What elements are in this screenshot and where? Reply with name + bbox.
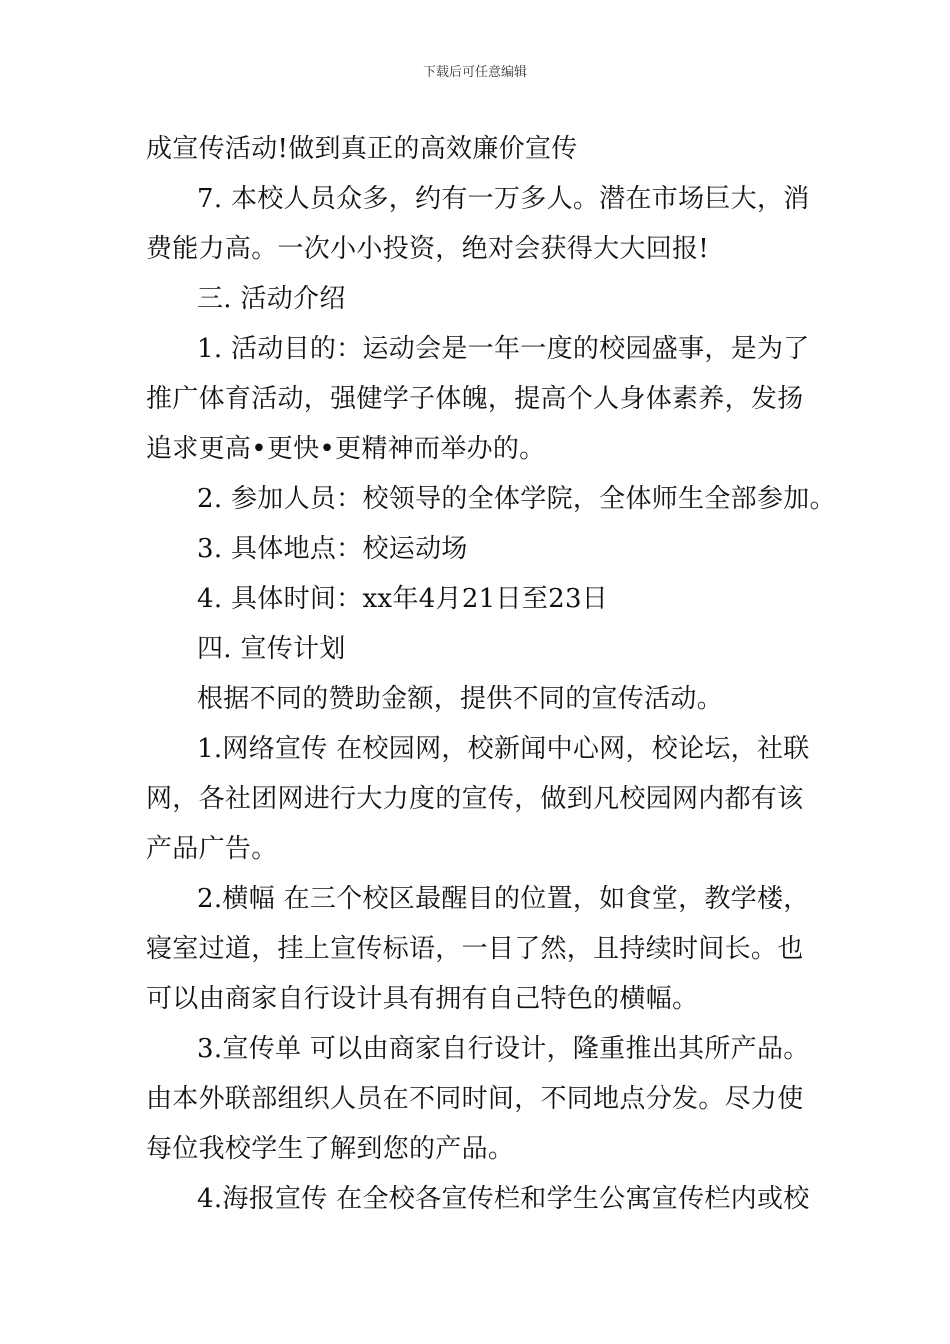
body-line: 产品广告。 — [146, 834, 278, 864]
body-line: 由本外联部组织人员在不同时间，不同地点分发。尽力使 — [146, 1084, 804, 1114]
body-line: 成宣传活动!做到真正的高效廉价宣传 — [146, 134, 578, 164]
body-line: 费能力高。一次小小投资，绝对会获得大大回报! — [146, 234, 710, 264]
body-line: 2.横幅 在三个校区最醒目的位置，如食堂，教学楼， — [197, 884, 810, 914]
body-line: 寝室过道，挂上宣传标语，一目了然，且持续时间长。也 — [146, 934, 804, 964]
body-line: 可以由商家自行设计具有拥有自己特色的横幅。 — [146, 984, 699, 1014]
section-heading: 三. 活动介绍 — [197, 284, 346, 314]
body-line: 1.网络宣传 在校园网，校新闻中心网，校论坛，社联 — [197, 734, 810, 764]
body-line: 1. 活动目的：运动会是一年一度的校园盛事，是为了 — [197, 334, 810, 364]
body-line: 4. 具体时间：xx年4月21日至23日 — [197, 584, 609, 614]
body-line: 3.宣传单 可以由商家自行设计，隆重推出其所产品。 — [197, 1034, 810, 1064]
body-line: 2. 参加人员：校领导的全体学院，全体师生全部参加。 — [197, 484, 836, 514]
section-heading: 四. 宣传计划 — [197, 634, 346, 664]
body-line: 每位我校学生了解到您的产品。 — [146, 1134, 515, 1164]
body-line: 4.海报宣传 在全校各宣传栏和学生公寓宣传栏内或校 — [197, 1184, 810, 1214]
body-line: 根据不同的赞助金额，提供不同的宣传活动。 — [197, 684, 724, 714]
body-line: 推广体育活动，强健学子体魄，提高个人身体素养，发扬 — [146, 384, 804, 414]
page-header-note: 下载后可任意编辑 — [422, 65, 527, 80]
body-line: 追求更高•更快•更精神而举办的。 — [146, 434, 546, 464]
body-line: 7. 本校人员众多，约有一万多人。潜在市场巨大，消 — [197, 184, 810, 214]
body-line: 3. 具体地点：校运动场 — [197, 534, 468, 564]
body-line: 网，各社团网进行大力度的宣传，做到凡校园网内都有该 — [146, 784, 804, 814]
